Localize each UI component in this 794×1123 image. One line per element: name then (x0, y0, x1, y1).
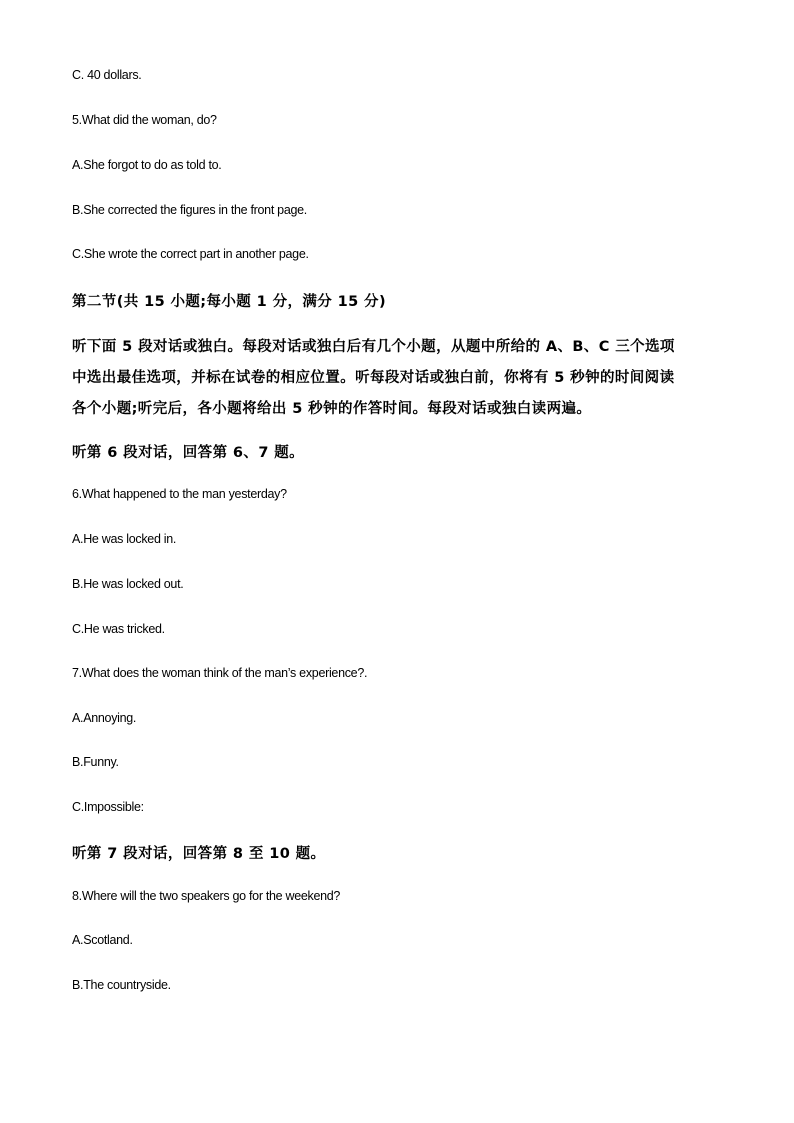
q7-option-b: B.Funny. (72, 755, 119, 769)
q6-question: 6.What happened to the man yesterday? (72, 487, 287, 501)
q7-option-c: C.Impossible: (72, 800, 144, 814)
section2-instructions-line2: 中选出最佳选项，并标在试卷的相应位置。听每段对话或独白前，你将有 5 秒钟的时间阅读 (72, 370, 675, 386)
section2-instructions-line1: 听下面 5 段对话或独白。每段对话或独白后有几个小题，从题中所给的 A、B、C 三个选项 (72, 339, 675, 355)
q8-question: 8.Where will the two speakers go for the weekend? (72, 889, 341, 903)
q4-option-c: C. 40 dollars. (72, 68, 142, 82)
q8-option-b: B.The countryside. (72, 978, 171, 992)
q7-question: 7.What does the woman think of the man’s experience?. (72, 666, 368, 680)
q6-option-c: C.He was tricked. (72, 622, 165, 636)
q5-option-c: C.She wrote the correct part in another page. (72, 247, 309, 261)
dialogue6-heading: 听第 6 段对话，回答第 6、7 题。 (72, 445, 305, 461)
q8-option-a: A.Scotland. (72, 933, 133, 947)
dialogue7-heading: 听第 7 段对话，回答第 8 至 10 题。 (72, 846, 326, 862)
q6-option-b: B.He was locked out. (72, 577, 184, 591)
q6-option-a: A.He was locked in. (72, 532, 177, 546)
q5-option-a: A.She forgot to do as told to. (72, 158, 222, 172)
q5-option-b: B.She corrected the figures in the front page. (72, 203, 307, 217)
q7-option-a: A.Annoying. (72, 711, 137, 725)
section2-heading: 第二节(共 15 小题;每小题 1 分，满分 15 分) (72, 294, 386, 310)
section2-instructions-line3: 各个小题;听完后，各小题将给出 5 秒钟的作答时间。每段对话或独白读两遍。 (72, 401, 592, 417)
q5-question: 5.What did the woman, do? (72, 113, 217, 127)
